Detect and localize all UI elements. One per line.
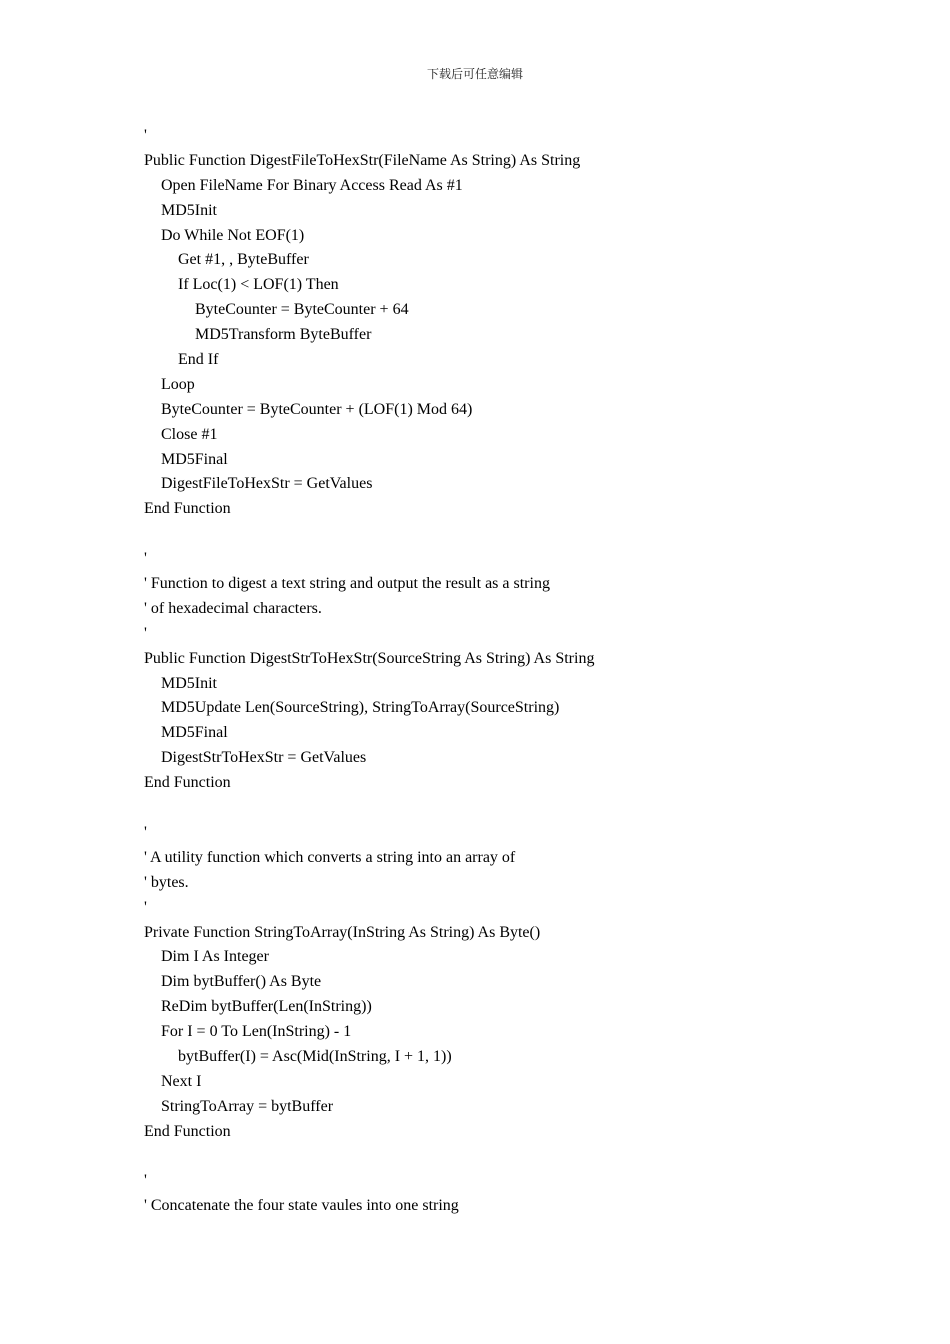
code-line: DigestFileToHexStr = GetValues <box>161 475 373 493</box>
code-line: bytBuffer(I) = Asc(Mid(InString, I + 1, 1)) <box>178 1047 452 1065</box>
comment-line: ' <box>144 550 147 568</box>
code-line: End Function <box>144 1122 231 1140</box>
code-line: MD5Final <box>161 724 228 742</box>
code-line: Open FileName For Binary Access Read As #1 <box>161 176 463 194</box>
code-line: ReDim bytBuffer(Len(InString)) <box>161 998 372 1016</box>
code-line: Do While Not EOF(1) <box>161 226 305 244</box>
code-line: MD5Update Len(SourceString), StringToArray(SourceString) <box>161 699 560 717</box>
code-line: StringToArray = bytBuffer <box>161 1097 334 1115</box>
comment-line: ' <box>144 127 147 144</box>
comment-line: ' bytes. <box>144 873 189 891</box>
code-line: ByteCounter = ByteCounter + (LOF(1) Mod 64) <box>161 400 473 418</box>
code-line: Next I <box>161 1072 202 1090</box>
comment-line: ' <box>144 624 147 642</box>
code-line: If Loc(1) < LOF(1) Then <box>178 276 339 294</box>
code-line: Private Function StringToArray(InString As String) As Byte() <box>144 923 541 941</box>
comment-line: ' A utility function which converts a string into an array of <box>144 848 516 866</box>
code-line: MD5Init <box>161 674 217 692</box>
code-line: MD5Init <box>161 201 217 219</box>
code-line: Public Function DigestStrToHexStr(SourceString As String) As String <box>144 649 595 667</box>
code-line: End If <box>178 351 219 369</box>
code-line: MD5Transform ByteBuffer <box>195 326 372 344</box>
code-line: ByteCounter = ByteCounter + 64 <box>195 301 409 319</box>
code-line: End Function <box>144 774 231 792</box>
code-line: End Function <box>144 500 231 518</box>
comment-line: ' <box>144 898 147 916</box>
page-header: 下载后可任意编辑 <box>426 67 523 81</box>
code-line: Dim bytBuffer() As Byte <box>161 973 322 991</box>
code-line: Get #1, , ByteBuffer <box>178 251 309 269</box>
code-line: MD5Final <box>161 450 228 468</box>
code-line: Loop <box>161 375 195 393</box>
code-line: DigestStrToHexStr = GetValues <box>161 749 367 767</box>
blank-line <box>144 796 844 821</box>
comment-line: ' of hexadecimal characters. <box>144 599 322 617</box>
comment-line: ' Function to digest a text string and output the result as a string <box>144 575 550 593</box>
blank-line <box>144 522 844 547</box>
comment-line: ' <box>144 823 147 841</box>
code-line: For I = 0 To Len(InString) - 1 <box>161 1023 352 1041</box>
comment-line: ' <box>144 1172 147 1190</box>
code-listing <box>144 124 844 1219</box>
code-line: Close #1 <box>161 425 218 443</box>
blank-line <box>144 1145 844 1170</box>
comment-line: ' Concatenate the four state vaules into one string <box>144 1197 459 1215</box>
code-line: Dim I As Integer <box>161 948 269 966</box>
code-line: Public Function DigestFileToHexStr(FileName As String) As String <box>144 151 581 169</box>
